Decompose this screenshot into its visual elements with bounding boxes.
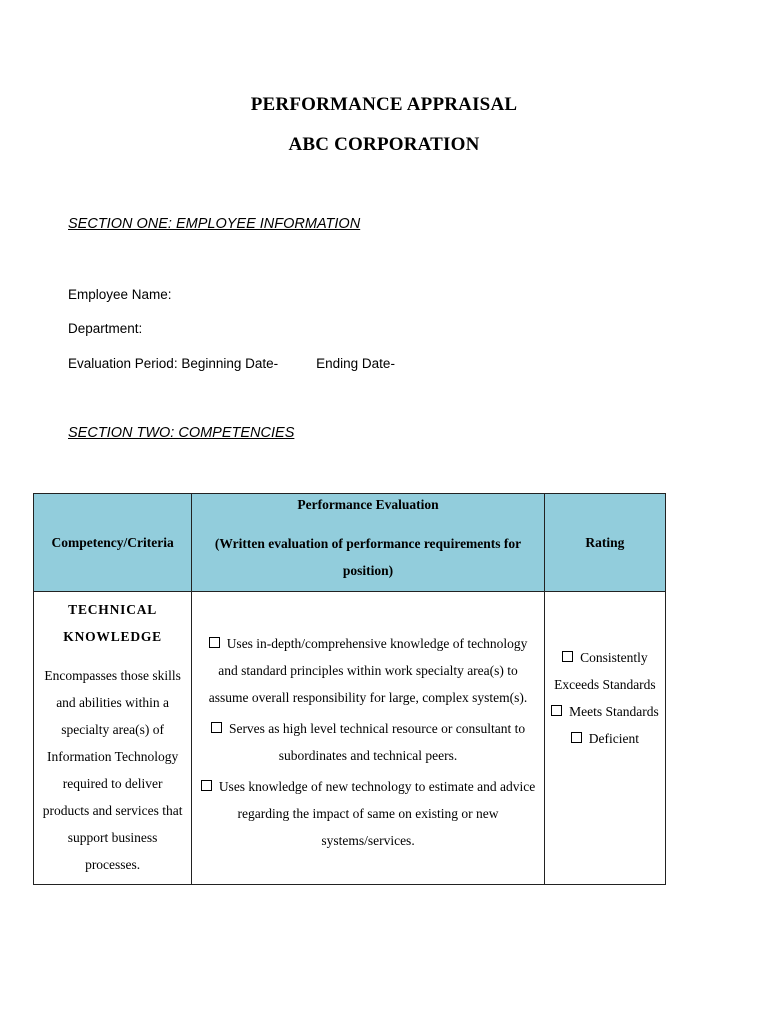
- rating-label: Meets Standards: [569, 704, 659, 719]
- header-rating: Rating: [544, 494, 665, 592]
- criterion-item: [198, 630, 538, 711]
- rating-option-exceeds: [549, 644, 661, 698]
- criterion-text: Uses in-depth/comprehensive knowledge of technology and standard principles within work specialty area(s) to assume overall responsibility for large, complex system(s).: [208, 636, 528, 705]
- table-row: [34, 592, 666, 885]
- company-name: ABC CORPORATION: [288, 134, 480, 155]
- header-performance-evaluation: [192, 494, 545, 592]
- rating-cell: [544, 592, 665, 885]
- rating-label: Consistently Exceeds Standards: [554, 650, 656, 692]
- checkbox-icon[interactable]: [562, 651, 573, 662]
- header-evaluation-title: Performance Evaluation: [297, 497, 439, 512]
- document-title: PERFORMANCE APPRAISAL: [250, 94, 518, 115]
- competency-cell: [34, 592, 192, 885]
- checkbox-icon[interactable]: [551, 705, 562, 716]
- criterion-item: [198, 773, 538, 854]
- evaluation-cell: [192, 592, 545, 885]
- checkbox-icon[interactable]: [571, 732, 582, 743]
- rating-option-deficient: [549, 725, 661, 752]
- criterion-text: Uses knowledge of new technology to estimate and advice regarding the impact of same on existing or new systems/services.: [218, 779, 536, 848]
- department-label: Department:: [68, 321, 143, 336]
- checkbox-icon[interactable]: [211, 722, 222, 733]
- competency-title: TECHNICAL KNOWLEDGE: [63, 602, 162, 644]
- rating-label: Deficient: [588, 731, 640, 746]
- checkbox-icon[interactable]: [201, 780, 212, 791]
- section-one-heading: SECTION ONE: EMPLOYEE INFORMATION: [68, 216, 361, 232]
- rating-option-meets: [549, 698, 661, 725]
- criterion-item: [198, 715, 538, 769]
- header-competency-criteria: Competency/Criteria: [34, 494, 192, 592]
- employee-name-label: Employee Name:: [68, 287, 172, 302]
- evaluation-period-row: [68, 356, 395, 371]
- competencies-table: [33, 493, 666, 885]
- beginning-date-label: Evaluation Period: Beginning Date-: [68, 356, 279, 371]
- section-two-heading: SECTION TWO: COMPETENCIES: [68, 425, 295, 441]
- table-header-row: [34, 494, 666, 592]
- checkbox-icon[interactable]: [209, 637, 220, 648]
- competency-description: Encompasses those skills and abilities within a specialty area(s) of Information Technology required to deliver products and services that support business processes.: [42, 668, 183, 872]
- criterion-text: Serves as high level technical resource or consultant to subordinates and technical peers.: [228, 721, 526, 763]
- header-evaluation-subtitle: (Written evaluation of performance requirements for position): [214, 536, 522, 578]
- ending-date-label: Ending Date-: [316, 356, 395, 371]
